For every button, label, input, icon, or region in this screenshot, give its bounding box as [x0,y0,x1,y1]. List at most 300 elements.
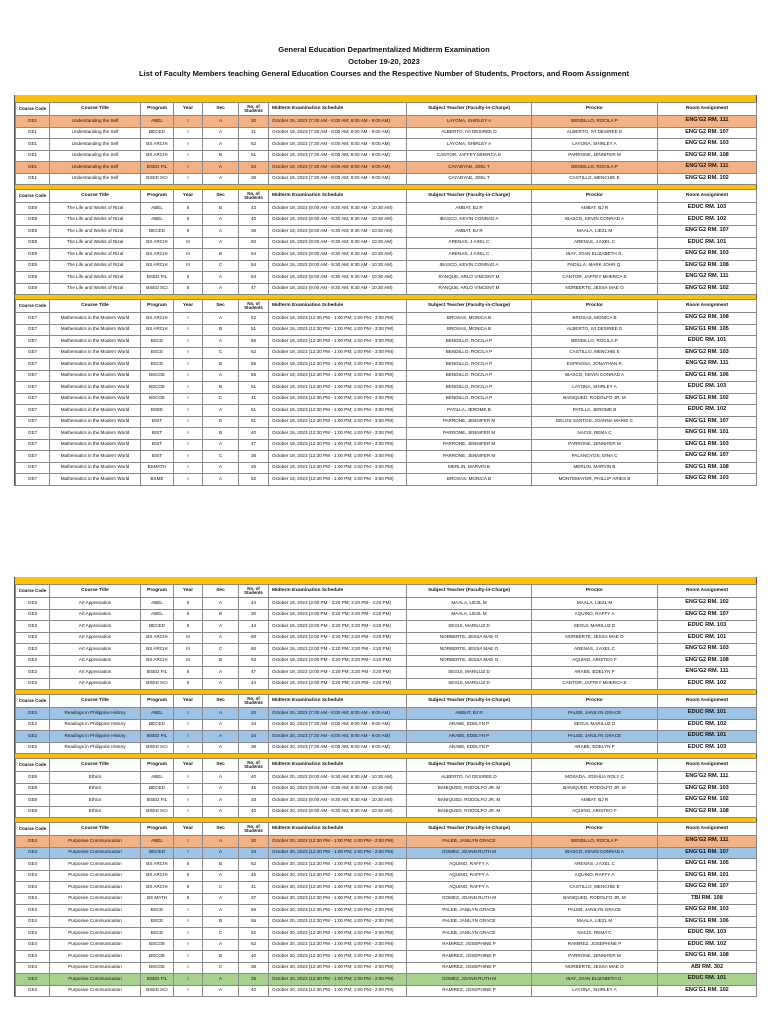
header-room: Room Assignment [658,300,757,313]
students-cell: 44 [239,678,269,690]
program-cell: BSCE [141,928,174,940]
program-cell: BSIT [141,416,174,428]
course-code-cell: GE9 [16,203,50,215]
students-cell: 51 [239,150,269,162]
course-code-cell: GE4 [16,893,50,905]
table-row [16,416,757,428]
room-cell: ENG'G2 RM. 103 [658,139,757,151]
table-row [16,203,757,215]
table-row [16,260,757,272]
schedule-cell: October 19, 2023 (12:30 PM - 1:00 PM; 1:00 PM - 3:00 PM) [269,428,407,440]
schedule-cell: October 20, 2023 (12:30 PM - 1:00 PM; 1:00 PM - 2:00 PM) [269,836,407,848]
schedule-cell: October 19, 2023 (7:30 AM - 8:00 AM; 8:00 AM - 9:00 AM) [269,150,407,162]
table-row [16,428,757,440]
room-cell: EDUC RM. 102 [658,214,757,226]
students-cell: 53 [239,655,269,667]
header-course-code: Course Code [16,695,50,708]
students-cell: 38 [239,962,269,974]
section-cell: C [203,393,239,405]
program-cell: BECED [141,719,174,731]
proctor-cell: AQUINO, ARISTEO F [532,806,658,818]
table-row [16,974,757,986]
students-cell: 47 [239,439,269,451]
room-cell: ENG'G2 RM. 103 [658,644,757,656]
proctor-cell: PALEB, JANILYN GRACE [532,731,658,743]
teacher-cell: ARABE, EDELYN P [407,719,532,731]
program-cell: BSCOE [141,951,174,963]
proctor-cell: LAYONA, SHIRLEY A [532,382,658,394]
table-row [16,226,757,238]
students-cell: 40 [239,428,269,440]
room-cell: ENG'G2 RM. 102 [658,795,757,807]
room-cell: ENG'G2 RM. 111 [658,116,757,128]
program-cell: BS ARCHI [141,859,174,871]
program-cell: BSIT [141,451,174,463]
teacher-cell: BROSAS, MONICA B [407,474,532,486]
table-row [16,731,757,743]
room-cell: ENG'G1 RM. 103 [658,439,757,451]
section-cell: A [203,905,239,917]
schedule-cell: October 20, 2023 (9:00 AM - 9:30 AM; 9:30 AM - 10:30 AM) [269,783,407,795]
header-program: Program [141,759,174,772]
header-year: Year [174,190,203,203]
header-room: Room Assignment [658,823,757,836]
table-row [16,632,757,644]
proctor-cell: BANIQUED, RODOLFO JR. M [532,893,658,905]
header-program: Program [141,300,174,313]
course-title-cell: Art Appreciation [50,609,141,621]
teacher-cell: GOMEZ, JOANN RUTH M [407,847,532,859]
course-title-cell: Ethics [50,795,141,807]
schedule-cell: October 19, 2023 (3:00 PM - 3:20 PM; 3:20 PM - 4:20 PM) [269,609,407,621]
schedule-cell: October 20, 2023 (7:30 AM - 8:00 AM; 8:00 AM - 9:00 AM) [269,731,407,743]
course-title-cell: Art Appreciation [50,632,141,644]
proctor-cell: AQUINO, RAFFY A [532,609,658,621]
course-title-cell: Mathematics in the Modern World [50,370,141,382]
table-row [16,173,757,185]
section-cell: A [203,731,239,743]
program-cell: ABEL [141,708,174,720]
section-cell: A [203,116,239,128]
section-cell: B [203,324,239,336]
course-code-cell: GE1 [16,173,50,185]
year-cell: I [174,347,203,359]
proctor-cell: PALEB, JANILYN GRACE [532,708,658,720]
room-cell: ENG'G2 RM. 107 [658,609,757,621]
course-title-cell: Readings in Philippine History [50,708,141,720]
students-cell: 51 [239,324,269,336]
section-cell: A [203,708,239,720]
room-cell: EDUC RM. 101 [658,974,757,986]
year-cell: II [174,870,203,882]
year-cell: III [174,655,203,667]
section-cell: A [203,237,239,249]
schedule-cell: October 19, 2023 (12:30 PM - 1:00 PM; 1:00 PM - 3:00 PM) [269,336,407,348]
header-year: Year [174,759,203,772]
proctor-cell: BENDILLO, ROCILA P [532,116,658,128]
teacher-cell: LAYONA, SHIRLEY A [407,139,532,151]
year-cell: I [174,150,203,162]
year-cell: I [174,708,203,720]
proctor-cell: PADILLA, MARK JOHN Q. [532,260,658,272]
course-code-cell: GE4 [16,939,50,951]
students-cell: 60 [239,644,269,656]
schedule-cell: October 20, 2023 (12:30 PM - 1:00 PM; 1:00 PM - 2:00 PM) [269,916,407,928]
students-cell: 41 [239,393,269,405]
table-row [16,916,757,928]
room-cell: EDUC RM. 102 [658,405,757,417]
table-row [16,678,757,690]
teacher-cell: BROSAS, MONICA B [407,324,532,336]
table-row [16,795,757,807]
teacher-cell: RANQUE, ARLO VINCENT M [407,283,532,295]
course-code-cell: GE4 [16,836,50,848]
teacher-cell: AMBAT, BJ R [407,708,532,720]
year-cell: I [174,719,203,731]
table-row [16,439,757,451]
room-cell: EDUC RM. 101 [658,237,757,249]
course-group-table [15,299,757,486]
section-cell: A [203,783,239,795]
teacher-cell: CAYABYAB, JOEL T [407,173,532,185]
section-cell: A [203,772,239,784]
year-cell: I [174,313,203,325]
program-cell: BS ARCHI [141,870,174,882]
section-cell: A [203,632,239,644]
schedule-cell: October 19, 2023 (12:30 PM - 1:00 PM; 1:00 PM - 3:00 PM) [269,393,407,405]
header-schedule: Midterm Examination Schedule [269,585,407,598]
students-cell: 52 [239,139,269,151]
program-cell: BS ARCHI [141,313,174,325]
table-row [16,474,757,486]
proctor-cell: PARRONE, JENNIFER M [532,150,658,162]
program-cell: BSED SCI [141,283,174,295]
students-cell: 52 [239,939,269,951]
section-cell: B [203,359,239,371]
teacher-cell: CAYABYAB, JOEL T [407,162,532,174]
course-code-cell: GE4 [16,985,50,997]
document-title: General Education Departmentalized Midterm Examination [278,45,490,54]
students-cell: 55 [239,370,269,382]
section-cell: A [203,162,239,174]
schedule-cell: October 19, 2023 (9:00 AM - 9:30 AM; 9:30 AM - 10:30 AM) [269,272,407,284]
students-cell: 40 [239,985,269,997]
proctor-cell: RAMIREZ, JOSEPHINE P [532,939,658,951]
table-row [16,939,757,951]
students-cell: 40 [239,951,269,963]
course-code-cell: GE7 [16,439,50,451]
section-cell: A [203,370,239,382]
course-group-table [15,822,757,997]
proctor-cell: ALBERTO, IVI DESIREE D [532,324,658,336]
schedule-cell: October 20, 2023 (12:30 PM - 1:00 PM; 1:00 PM - 2:00 PM) [269,951,407,963]
room-cell: ENG'G2 RM. 107 [658,882,757,894]
course-title-cell: Art Appreciation [50,644,141,656]
program-cell: BS MATH [141,893,174,905]
table-row [16,598,757,610]
room-cell: EDUC RM. 103 [658,621,757,633]
teacher-cell: PARRONE, JENNIFER M [407,439,532,451]
course-code-cell: GE4 [16,882,50,894]
year-cell: I [174,451,203,463]
header-course-code: Course Code [16,585,50,598]
section-cell: C [203,451,239,463]
teacher-cell: BENDILLO, ROCILA P [407,393,532,405]
section-cell: A [203,127,239,139]
proctor-cell: MERLIN, MARVIN B [532,462,658,474]
schedule-cell: October 19, 2023 (12:30 PM - 1:00 PM; 1:00 PM - 3:00 PM) [269,462,407,474]
section-cell: A [203,847,239,859]
header-row [16,190,757,203]
room-cell: ENG'G2 RM. 111 [658,162,757,174]
header-proctor: Proctor [532,190,658,203]
table-row [16,347,757,359]
proctor-cell: NORBERTE, JESSA MAE O [532,962,658,974]
program-cell: ABEL [141,116,174,128]
course-title-cell: Mathematics in the Modern World [50,324,141,336]
students-cell: 37 [239,893,269,905]
room-cell: ENG'G1 RM. 102 [658,393,757,405]
program-cell: BSED SCI [141,985,174,997]
course-code-cell: GE2 [16,708,50,720]
schedule-cell: October 19, 2023 (3:00 PM - 3:20 PM; 3:20 PM - 4:20 PM) [269,598,407,610]
header-proctor: Proctor [532,585,658,598]
teacher-cell: ALBERTO, IVI DESIREE D [407,772,532,784]
students-cell: 47 [239,667,269,679]
year-cell: I [174,772,203,784]
schedule-cell: October 20, 2023 (12:30 PM - 1:00 PM; 1:00 PM - 2:00 PM) [269,893,407,905]
header-teacher: Subject Teacher (Faculty-in-Charge) [407,103,532,116]
proctor-cell: MAALA, LIEZL M [532,916,658,928]
section-cell: B [203,655,239,667]
course-title-cell: Mathematics in the Modern World [50,313,141,325]
course-title-cell: Mathematics in the Modern World [50,336,141,348]
header-sec: Sec [203,759,239,772]
course-title-cell: Purposive Communication [50,870,141,882]
students-cell: 52 [239,347,269,359]
year-cell: I [174,962,203,974]
program-cell: ABEL [141,214,174,226]
header-schedule: Midterm Examination Schedule [269,190,407,203]
course-code-cell: GE2 [16,719,50,731]
schedule-cell: October 20, 2023 (12:30 PM - 1:00 PM; 1:00 PM - 2:00 PM) [269,859,407,871]
course-code-cell: GE7 [16,336,50,348]
course-title-cell: Mathematics in the Modern World [50,451,141,463]
course-title-cell: Ethics [50,783,141,795]
section-cell: A [203,214,239,226]
proctor-cell: CASTILLO, MENCHIE E [532,882,658,894]
course-title-cell: Understanding the Self [50,127,141,139]
program-cell: BSED SCI [141,678,174,690]
room-cell: ENG'G1 RM. 108 [658,951,757,963]
section-cell: A [203,836,239,848]
program-cell: BSCE [141,336,174,348]
course-code-cell: GE7 [16,474,50,486]
students-cell: 51 [239,405,269,417]
year-cell: I [174,428,203,440]
header-year: Year [174,585,203,598]
proctor-cell: LAYONA, SHIRLEY A [532,985,658,997]
header-program: Program [141,695,174,708]
proctor-cell: IBASCO, KEVIN CONRAD A [532,370,658,382]
course-code-cell: GE4 [16,905,50,917]
course-code-cell: GE7 [16,416,50,428]
schedule-cell: October 19, 2023 (3:00 PM - 3:20 PM; 3:20 PM - 4:20 PM) [269,644,407,656]
students-cell: 55 [239,916,269,928]
schedule-cell: October 19, 2023 (3:00 PM - 3:20 PM; 3:20 PM - 4:20 PM) [269,655,407,667]
header-course-code: Course Code [16,190,50,203]
year-cell: I [174,139,203,151]
program-cell: BECED [141,127,174,139]
proctor-cell: SEGUI, MARILUZ D [532,621,658,633]
course-code-cell: GE8 [16,806,50,818]
proctor-cell: CANTOR, JAFFEY MHERCA E [532,272,658,284]
table-row [16,393,757,405]
room-cell: EDUC RM. 103 [658,742,757,754]
header-program: Program [141,190,174,203]
program-cell: BS ARCHI [141,882,174,894]
teacher-cell: BENDILLO, ROCILA P [407,336,532,348]
header-proctor: Proctor [532,759,658,772]
schedule-cell: October 19, 2023 (12:30 PM - 1:00 PM; 1:00 PM - 3:00 PM) [269,451,407,463]
year-cell: I [174,742,203,754]
course-title-cell: Mathematics in the Modern World [50,416,141,428]
schedule-cell: October 20, 2023 (12:30 PM - 1:00 PM; 1:00 PM - 2:00 PM) [269,870,407,882]
header-schedule: Midterm Examination Schedule [269,823,407,836]
year-cell: III [174,237,203,249]
teacher-cell: RANQUE, ARLO VINCENT M [407,272,532,284]
room-cell: TBI RM. 108 [658,893,757,905]
section-cell: A [203,283,239,295]
header-program: Program [141,823,174,836]
table-row [16,405,757,417]
year-cell: II [174,272,203,284]
schedule-cell: October 19, 2023 (9:00 AM - 9:30 AM; 9:30 AM - 10:30 AM) [269,226,407,238]
proctor-cell: BANIQUED, RODOLFO JR. M [532,393,658,405]
schedule-cell: October 19, 2023 (3:00 PM - 3:20 PM; 3:20 PM - 4:20 PM) [269,678,407,690]
course-code-cell: GE4 [16,974,50,986]
section-cell: D [203,416,239,428]
teacher-cell: PALEB, JANILYN GRACE [407,928,532,940]
course-title-cell: Understanding the Self [50,173,141,185]
course-title-cell: Mathematics in the Modern World [50,393,141,405]
table-row [16,313,757,325]
header-course-title: Course Title [50,823,141,836]
course-code-cell: GE8 [16,783,50,795]
course-code-cell: GE7 [16,324,50,336]
table-row [16,451,757,463]
course-group-table [15,584,757,690]
teacher-cell: MAALA, LIEZL M [407,609,532,621]
year-cell: I [174,985,203,997]
program-cell: BSCE [141,916,174,928]
proctor-cell: MAALA, LIEZL M [532,598,658,610]
course-group-table [15,189,757,295]
course-title-cell: Readings in Philippine History [50,742,141,754]
section-cell: A [203,806,239,818]
year-cell: I [174,474,203,486]
schedule-cell: October 19, 2023 (3:00 PM - 3:20 PM; 3:20 PM - 4:20 PM) [269,632,407,644]
room-cell: ENG'G2 RM. 108 [658,260,757,272]
teacher-cell: RAMIREZ, JOSEPHINE P [407,962,532,974]
course-code-cell: GE4 [16,951,50,963]
proctor-cell: BENDILLO, ROCILA P [532,336,658,348]
course-title-cell: Purposive Communication [50,951,141,963]
section-cell: B [203,382,239,394]
table-row [16,905,757,917]
schedule-cell: October 19, 2023 (7:30 AM - 8:00 AM; 8:00 AM - 9:00 AM) [269,162,407,174]
teacher-cell: AMBAT, BJ R [407,226,532,238]
table-row [16,893,757,905]
program-cell: BSCOE [141,962,174,974]
table-row [16,609,757,621]
table-row [16,127,757,139]
schedule-cell: October 20, 2023 (9:00 AM - 9:30 AM; 9:30 AM - 10:30 AM) [269,806,407,818]
schedule-cell: October 20, 2023 (12:30 PM - 1:00 PM; 1:00 PM - 2:00 PM) [269,974,407,986]
course-title-cell: Art Appreciation [50,667,141,679]
course-title-cell: Understanding the Self [50,116,141,128]
students-cell: 38 [239,226,269,238]
course-title-cell: Purposive Communication [50,962,141,974]
course-title-cell: Readings in Philippine History [50,731,141,743]
room-cell: ENG'G2 RM. 107 [658,451,757,463]
proctor-cell: BENDILLO, ROCILA P [532,836,658,848]
students-cell: 52 [239,928,269,940]
section-cell: A [203,939,239,951]
header-proctor: Proctor [532,103,658,116]
students-cell: 38 [239,173,269,185]
header-row [16,823,757,836]
students-cell: 54 [239,260,269,272]
section-cell: A [203,272,239,284]
section-cell: B [203,609,239,621]
course-group-table [15,694,757,754]
students-cell: 45 [239,783,269,795]
section-cell: A [203,974,239,986]
header-course-title: Course Title [50,103,141,116]
program-cell: BS ARCHI [141,655,174,667]
students-cell: 25 [239,974,269,986]
header-proctor: Proctor [532,695,658,708]
table-row [16,928,757,940]
schedule-cell: October 19, 2023 (7:30 AM - 8:00 AM; 8:00 AM - 9:00 AM) [269,127,407,139]
course-title-cell: The Life and Works of Rizal [50,260,141,272]
teacher-cell: BENDILLO, ROCILA P [407,347,532,359]
students-cell: 55 [239,359,269,371]
table-row [16,116,757,128]
room-cell: ENG'G2 RM. 108 [658,806,757,818]
program-cell: BSCOE [141,382,174,394]
program-cell: BS ARCHI [141,237,174,249]
table-row [16,150,757,162]
schedule-cell: October 19, 2023 (12:30 PM - 1:00 PM; 1:00 PM - 3:00 PM) [269,439,407,451]
teacher-cell: BANIQUED, RODOLFO JR. M [407,795,532,807]
year-cell: I [174,905,203,917]
header-year: Year [174,823,203,836]
course-code-cell: GE1 [16,139,50,151]
program-cell: BS ARCHI [141,324,174,336]
schedule-cell: October 19, 2023 (9:00 AM - 9:30 AM; 9:30 AM - 10:30 AM) [269,214,407,226]
section-cell: A [203,893,239,905]
program-cell: BSED SCI [141,173,174,185]
course-code-cell: GE2 [16,731,50,743]
year-cell: II [174,882,203,894]
table-row [16,283,757,295]
schedule-cell: October 19, 2023 (7:30 AM - 8:00 AM; 8:00 AM - 9:00 AM) [269,173,407,185]
schedule-cell: October 20, 2023 (7:30 AM - 8:00 AM; 8:00 AM - 9:00 AM) [269,708,407,720]
program-cell: BSED SCI [141,742,174,754]
header-course-code: Course Code [16,823,50,836]
